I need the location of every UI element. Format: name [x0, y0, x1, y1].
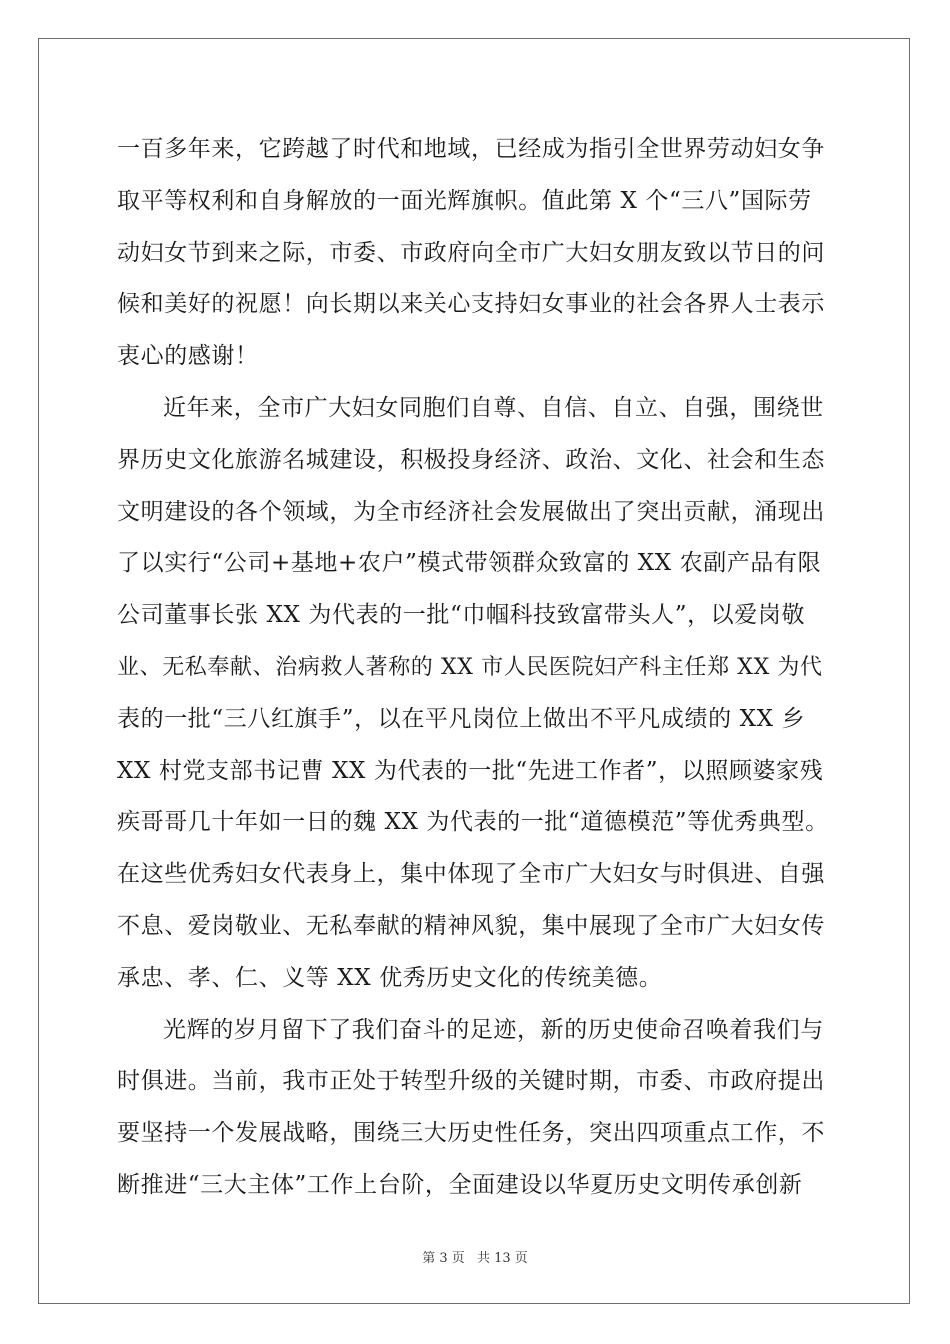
paragraph-start-line: 近年来，全市广大妇女同胞们自尊、自信、自立、自强，围绕世 [163, 394, 824, 421]
text-line: 断推进“三大主体”工作上台阶，全面建设以华夏历史文明传承创新 [117, 1171, 803, 1198]
text-line: 衷心的感谢！ [117, 343, 259, 370]
text-line: 表的一批“三八红旗手”，以在平凡岗位上做出不平凡成绩的 XX 乡 [117, 705, 806, 732]
text-line: 时俱进。当前，我市正处于转型升级的关键时期，市委、市政府提出 [117, 1068, 825, 1095]
text-line: 疾哥哥几十年如一日的魏 XX 为代表的一批“道德模范”等优秀典型。 [117, 809, 829, 836]
text-line: 公司董事长张 XX 为代表的一批“巾帼科技致富带头人”，以爱岗敬 [117, 602, 806, 629]
text-line: XX 村党支部书记曹 XX 为代表的一批“先进工作者”，以照顾婆家残 [117, 757, 824, 784]
text-line: 了以实行“公司+基地+农户”模式带领群众致富的 XX 农副产品有限 [117, 550, 822, 577]
text-line: 不息、爱岗敬业、无私奉献的精神风貌，集中展现了全市广大妇女传 [117, 912, 825, 939]
text-line: 候和美好的祝愿！向长期以来关心支持妇女事业的社会各界人士表示 [117, 291, 825, 318]
text-line: 业、无私奉献、治病救人著称的 XX 市人民医院妇产科主任郑 XX 为代 [117, 654, 823, 680]
page-number: 第 3 页 [422, 1251, 465, 1266]
text-line: 要坚持一个发展战略，围绕三大历史性任务，突出四项重点工作，不 [117, 1120, 825, 1147]
text-line: 文明建设的各个领域，为全市经济社会发展做出了突出贡献，涌现出 [117, 498, 825, 525]
paragraph-start-line: 光辉的岁月留下了我们奋斗的足迹，新的历史使命召唤着我们与 [163, 1016, 824, 1043]
text-line: 界历史文化旅游名城建设，积极投身经济、政治、文化、社会和生态 [117, 446, 825, 473]
page-footer [0, 1247, 950, 1266]
text-line: 取平等权利和自身解放的一面光辉旗帜。值此第 X 个“三八”国际劳 [117, 187, 812, 214]
text-line: 承忠、孝、仁、义等 XX 优秀历史文化的传统美德。 [117, 964, 663, 991]
text-line: 动妇女节到来之际，市委、市政府向全市广大妇女朋友致以节日的问 [117, 239, 825, 266]
text-line: 在这些优秀妇女代表身上，集中体现了全市广大妇女与时俱进、自强 [117, 861, 825, 888]
page-total: 共 13 页 [476, 1251, 528, 1266]
text-line: 一百多年来，它跨越了时代和地域，已经成为指引全世界劳动妇女争 [117, 136, 825, 162]
document-body [117, 124, 837, 1212]
